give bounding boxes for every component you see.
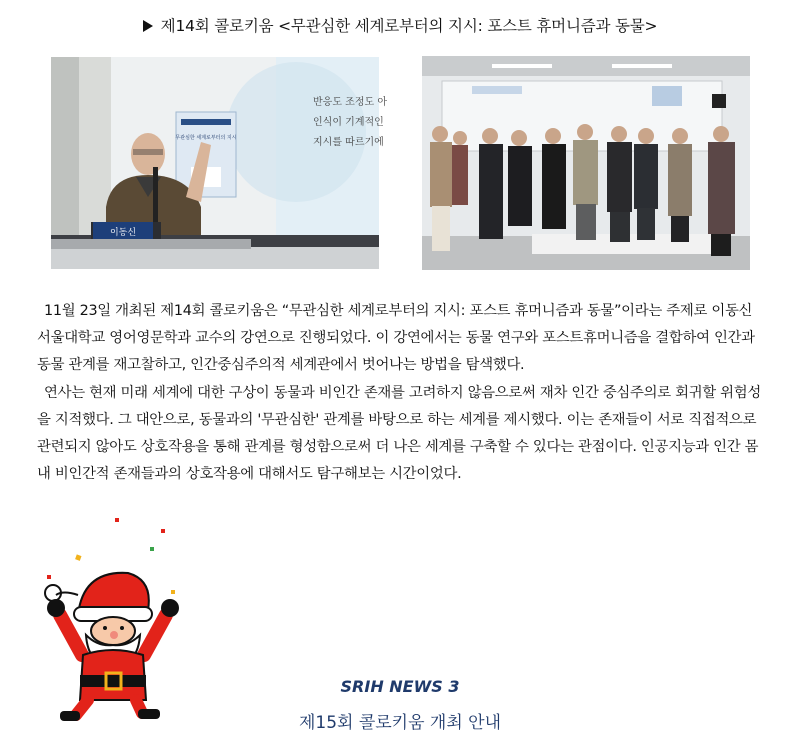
section-title-text: 제14회 콜로키움 <무관심한 세계로부터의 지시: 포스트 휴머니즘과 동물> <box>160 17 658 35</box>
slide-line: 인식이 기계적인 <box>313 117 384 128</box>
poster-title: 무관심한 세계로부터의 지시 <box>175 135 237 141</box>
news-subtitle: 제15회 콜로키움 개최 안내 <box>298 713 502 733</box>
slide-line: 반응도 조정도 아 <box>313 97 387 108</box>
speaker-photo <box>51 57 387 269</box>
slide-line: 지시를 따르기에 <box>313 137 384 148</box>
article-body <box>37 298 765 488</box>
article-paragraph: 11월 23일 개최된 제14회 콜로키움은 “무관심한 세계로부터의 지시: 포스트 휴머니즘과 동물”이라는 주제로 이동신 서울대학교 영어영문학과 교수의 강연으로 진행되었다. 이 강연에서는 동물 연구와 포스트휴머니즘을 결합하여 인간과 동물 관계를 재고찰하고, 인간중심주의적 세계관에서 벗어나는 방법을 탐색했다. <box>37 303 755 374</box>
nameplate-text: 이동신 <box>109 228 137 238</box>
group-photo <box>422 56 750 270</box>
news-title: SRIH NEWS 3 <box>340 677 460 696</box>
article-paragraph: 연사는 현재 미래 세계에 대한 구상이 동물과 비인간 존재를 고려하지 않음으로써 재차 인간 중심주의로 회귀할 위험성을 지적했다. 그 대안으로, 동물과의 '무관심한' 관계를 바탕으로 하는 세계를 제시했다. 이는 존재들이 서로 직접적으로 관련되지 않아도 상호작용을 통해 관계를 형성함으로써 더 나은 세계를 구축할 수 있다는 관점이다. 인공지능과 인간 몸 내 비인간적 존재들과의 상호작용에 대해서도 탐구해보는 시간이었다. <box>37 384 761 483</box>
play-triangle-icon <box>143 20 153 32</box>
section-title <box>0 14 800 36</box>
